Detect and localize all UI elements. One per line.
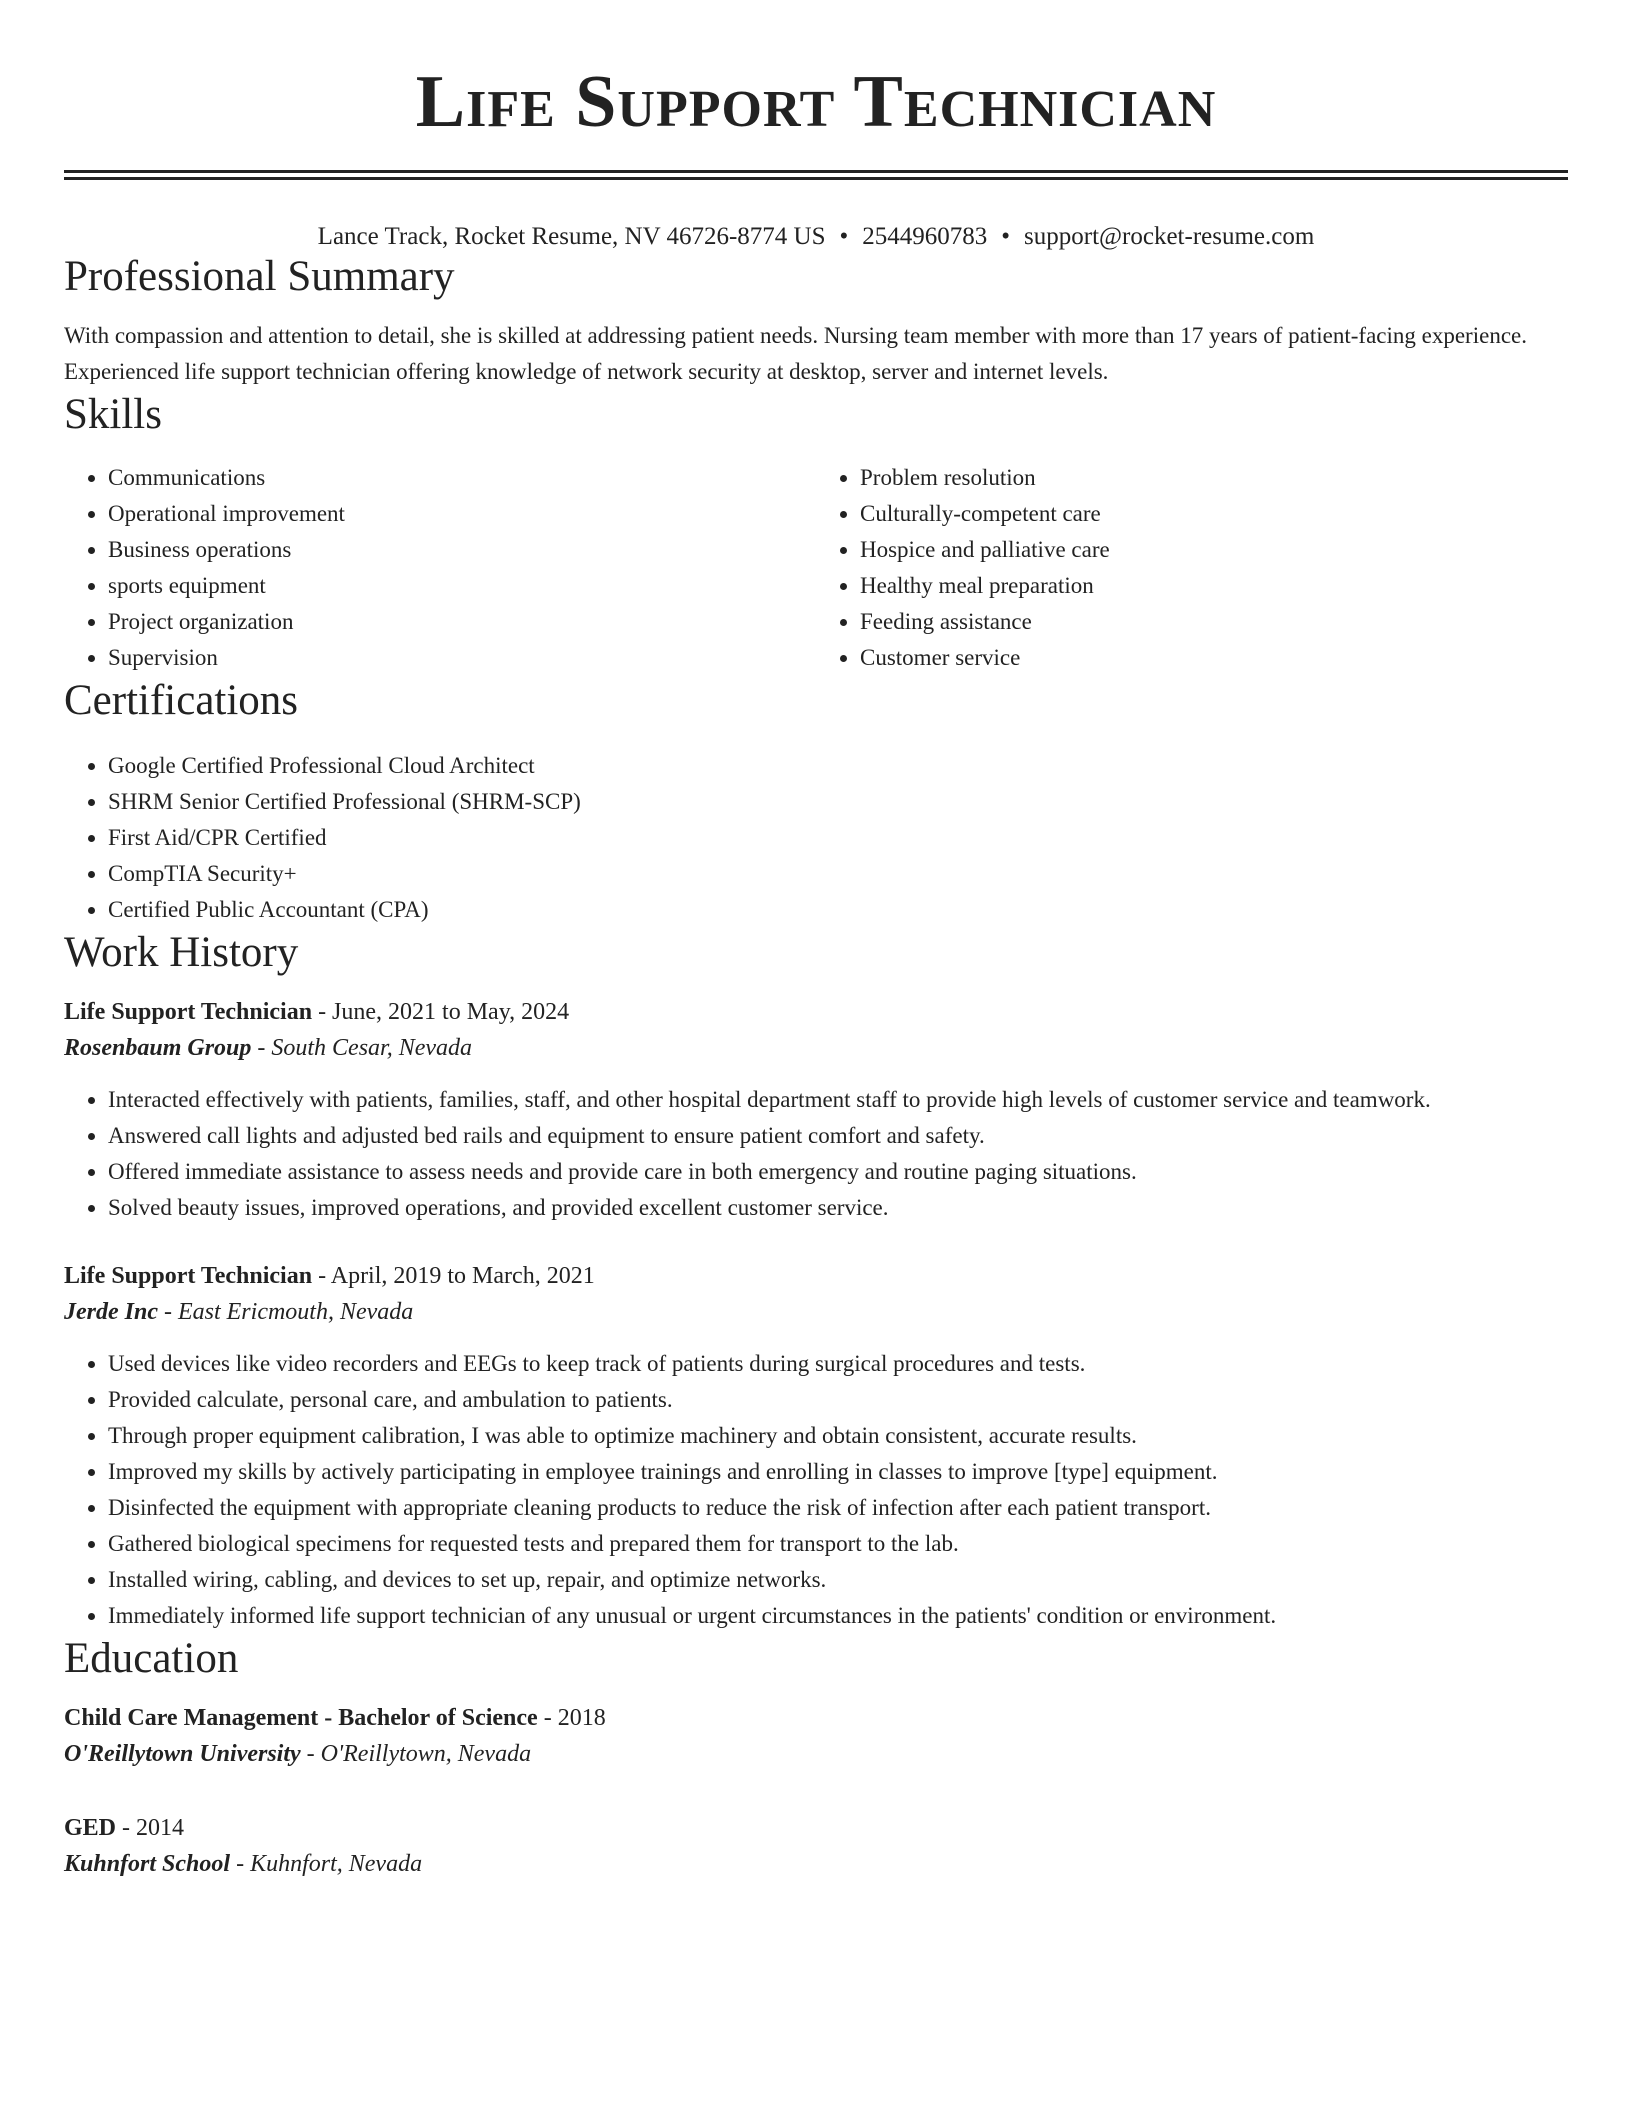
contact-phone: 2544960783 — [862, 223, 988, 250]
skills-list-right — [816, 460, 1568, 676]
job-dates: - June, 2021 to May, 2024 — [318, 999, 570, 1025]
skill-item: • Supervision — [108, 640, 816, 676]
job-title-line — [64, 1258, 1568, 1294]
education-degree: Child Care Management - Bachelor of Science — [64, 1705, 538, 1731]
job-company-line — [64, 1030, 1568, 1066]
skill-item: • Project organization — [108, 604, 816, 640]
education-entry — [64, 1700, 1568, 1772]
certifications-heading: Certifications — [64, 677, 299, 724]
page-title: Life Support Technician — [415, 61, 1217, 143]
skill-item: • Customer service — [860, 640, 1568, 676]
job-bullet: • Provided calculate, personal care, and ambulation to patients. — [108, 1382, 1568, 1418]
job-bullet: • Used devices like video recorders and EEGs to keep track of patients during surgical procedures and tests. — [108, 1346, 1568, 1382]
education-school-line — [64, 1736, 1568, 1772]
certification-item: • Google Certified Professional Cloud Architect — [108, 748, 1568, 784]
job-bullet: • Through proper equipment calibration, I was able to optimize machinery and obtain consistent, accurate results. — [108, 1418, 1568, 1454]
certification-item: • CompTIA Security+ — [108, 856, 1568, 892]
education-degree-line — [64, 1700, 1568, 1736]
contact-line — [64, 222, 1568, 252]
certifications-list — [64, 748, 1568, 928]
work-history-heading: Work History — [64, 929, 299, 976]
skill-item: • sports equipment — [108, 568, 816, 604]
job-bullets — [64, 1346, 1568, 1634]
contact-email: support@rocket-resume.com — [1024, 223, 1315, 250]
education-degree: GED — [64, 1815, 117, 1841]
job-entry — [64, 1258, 1568, 1634]
contact-separator: • — [1001, 223, 1011, 250]
skill-item: • Feeding assistance — [860, 604, 1568, 640]
job-bullet: • Disinfected the equipment with appropriate cleaning products to reduce the risk of infection after each patient transport. — [108, 1490, 1568, 1526]
education-entry — [64, 1810, 1568, 1882]
skills-heading: Skills — [64, 391, 162, 438]
skill-item: • Hospice and palliative care — [860, 532, 1568, 568]
job-location: - East Ericmouth, Nevada — [163, 1299, 414, 1325]
job-bullet: • Offered immediate assistance to assess needs and provide care in both emergency and routine paging situations. — [108, 1154, 1568, 1190]
skill-item: • Culturally-competent care — [860, 496, 1568, 532]
education-year: - 2014 — [122, 1815, 185, 1841]
job-title: Life Support Technician — [64, 999, 313, 1025]
skills-list-left — [64, 460, 816, 676]
skills-columns — [64, 460, 1568, 676]
certification-item: • Certified Public Accountant (CPA) — [108, 892, 1568, 928]
job-bullet: • Improved my skills by actively participating in employee trainings and enrolling in classes to improve [type] equipment. — [108, 1454, 1568, 1490]
job-bullet: • Answered call lights and adjusted bed rails and equipment to ensure patient comfort and safety. — [108, 1118, 1568, 1154]
education-school-line — [64, 1846, 1568, 1882]
job-title-line — [64, 994, 1568, 1030]
education-degree-line — [64, 1810, 1568, 1846]
education-year: - 2018 — [543, 1705, 606, 1731]
job-company: Jerde Inc — [64, 1299, 158, 1325]
job-location: - South Cesar, Nevada — [257, 1035, 473, 1061]
summary-heading: Professional Summary — [64, 253, 455, 300]
education-location: - Kuhnfort, Nevada — [236, 1851, 423, 1877]
education-school: O'Reillytown University — [64, 1741, 301, 1767]
summary-text: With compassion and attention to detail, she is skilled at addressing patient needs. Nursing team member with more than 17 years of patient-facing experience. Experienced life support technician offering knowledge of network security at desktop, server and internet levels. — [64, 323, 1527, 384]
skill-item: • Problem resolution — [860, 460, 1568, 496]
skill-item: • Healthy meal preparation — [860, 568, 1568, 604]
education-heading: Education — [64, 1635, 239, 1682]
education-school: Kuhnfort School — [64, 1851, 231, 1877]
job-bullet: • Gathered biological specimens for requested tests and prepared them for transport to the lab. — [108, 1526, 1568, 1562]
job-title: Life Support Technician — [64, 1263, 313, 1289]
job-entry — [64, 994, 1568, 1226]
job-bullet: • Immediately informed life support technician of any unusual or urgent circumstances in the patients' condition or environment. — [108, 1598, 1568, 1634]
education-location: - O'Reillytown, Nevada — [306, 1741, 532, 1767]
title-double-rule — [64, 170, 1568, 180]
contact-separator: • — [839, 223, 849, 250]
contact-address: Lance Track, Rocket Resume, NV 46726-8774 US — [317, 223, 826, 250]
job-bullet: • Interacted effectively with patients, families, staff, and other hospital department staff to provide high levels of customer service and teamwork. — [108, 1082, 1568, 1118]
certification-item: • SHRM Senior Certified Professional (SHRM-SCP) — [108, 784, 1568, 820]
job-company: Rosenbaum Group — [64, 1035, 252, 1061]
job-bullet: • Installed wiring, cabling, and devices to set up, repair, and optimize networks. — [108, 1562, 1568, 1598]
skill-item: • Communications — [108, 460, 816, 496]
job-dates: - April, 2019 to March, 2021 — [318, 1263, 595, 1289]
skill-item: • Operational improvement — [108, 496, 816, 532]
job-company-line — [64, 1294, 1568, 1330]
job-bullets — [64, 1082, 1568, 1226]
certification-item: • First Aid/CPR Certified — [108, 820, 1568, 856]
skill-item: • Business operations — [108, 532, 816, 568]
job-bullet: • Solved beauty issues, improved operations, and provided excellent customer service. — [108, 1190, 1568, 1226]
